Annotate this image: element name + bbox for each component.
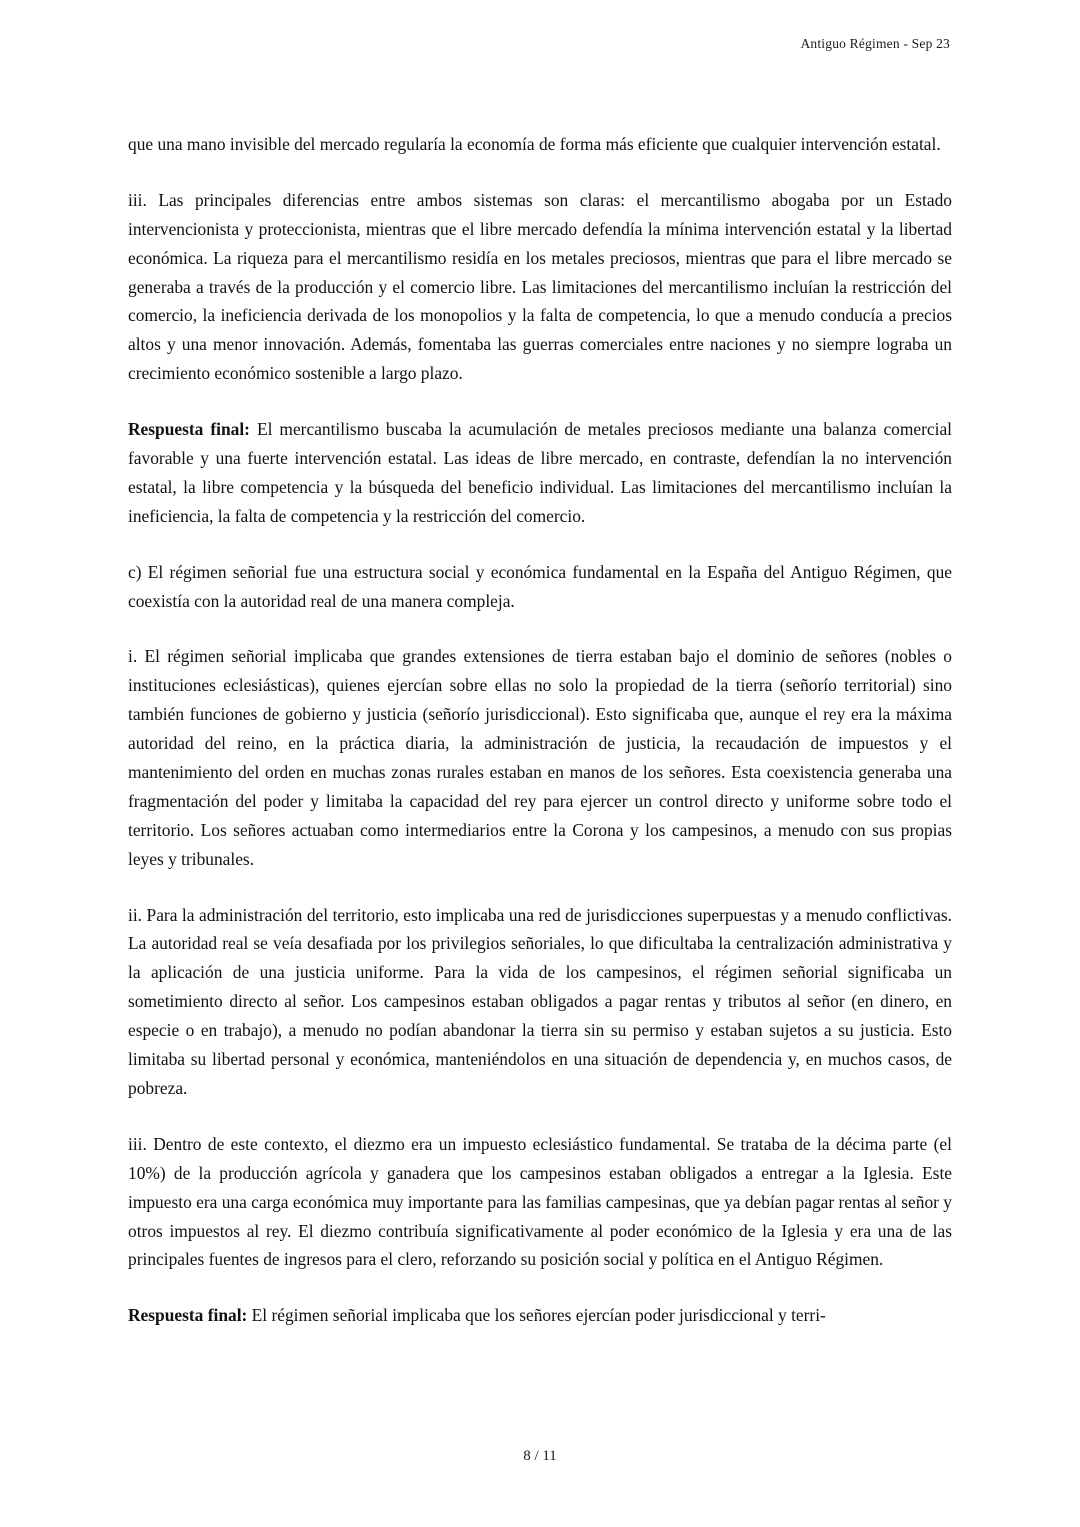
paragraph-text: ii. Para la administración del territorio, esto implicaba una red de jurisdicciones superpuestas y a menudo conflictivas. La autoridad real se veía desafiada por los privilegios señoriales, lo que dificultaba la centralización administrativa y la aplicación de una justicia uniforme. Para la vida de los campesinos, el régimen señorial significaba un sometimiento directo al señor. Los campesinos estaban obligados a pagar rentas y tributos al señor (en dinero, en especie o en trabajo), a menudo no podían abandonar la tierra sin su permiso y estaban sujetos a su justicia. Esto limitaba su libertad personal y económica, manteniéndolos en una situación de dependencia y, en muchos casos, de pobreza. xyxy=(128,904,952,1098)
paragraph-respuesta-final-2 xyxy=(128,1301,952,1330)
paragraph-lead: Respuesta final: xyxy=(128,1305,248,1326)
paragraph-c-regimen-senorial xyxy=(128,558,952,616)
paragraph-text: i. El régimen señorial implicaba que grandes extensiones de tierra estaban bajo el dominio de señores (nobles o instituciones eclesiásticas), quienes ejercían sobre ellas no solo la propiedad de la tierra (señorío territorial) sino también funciones de gobierno y justicia (señorío jurisdiccional). Esto significaba que, aunque el rey era la máxima autoridad del reino, en la práctica diaria, la administración de justicia, la recaudación de impuestos y el mantenimiento del orden en muchas zonas rurales estaban en manos de los señores. Esta coexistencia generaba una fragmentación del poder y limitaba la capacidad del rey para ejercer un control directo y uniforme sobre todo el territorio. Los señores actuaban como intermediarios entre la Corona y los campesinos, a menudo con sus propias leyes y tribunales. xyxy=(128,646,952,869)
document-body xyxy=(128,130,952,1330)
paragraph-text: El régimen señorial implicaba que los señores ejercían poder jurisdiccional y terri- xyxy=(247,1305,826,1326)
paragraph-text: iii. Las principales diferencias entre ambos sistemas son claras: el mercantilismo abogaba por un Estado intervencionista y proteccionista, mientras que el libre mercado defendía la mínima intervención estatal y la libertad económica. La riqueza para el mercantilismo residía en los metales preciosos, mientras que para el libre mercado se generaba a través de la producción y el comercio libre. Las limitaciones del mercantilismo incluían la restricción del comercio, la ineficiencia derivada de los monopolios y la falta de competencia, lo que a menudo conducía a precios altos y una menor innovación. Además, fomentaba las guerras comerciales entre naciones y no siempre lograba un crecimiento económico sostenible a largo plazo. xyxy=(128,189,952,384)
paragraph-respuesta-final-1 xyxy=(128,415,952,531)
paragraph-i-regimen-senorial xyxy=(128,642,952,873)
paragraph-iii-mercantilismo xyxy=(128,186,952,388)
paragraph-text: iii. Dentro de este contexto, el diezmo era un impuesto eclesiástico fundamental. Se trataba de la décima parte (el 10%) de la producción agrícola y ganadera que los campesinos estaban obligados a entregar a la Iglesia. Este impuesto era una carga económica muy importante para las familias campesinas, que ya debían pagar rentas al señor y otros impuestos al rey. El diezmo contribuía significativamente al poder económico de la Iglesia y era una de las principales fuentes de ingresos para el clero, reforzando su posición social y política en el Antiguo Régimen. xyxy=(128,1133,952,1270)
running-head: Antiguo Régimen - Sep 23 xyxy=(800,36,950,51)
paragraph-iii-diezmo xyxy=(128,1130,952,1274)
paragraph-ii-administracion xyxy=(128,901,952,1103)
paragraph-text: que una mano invisible del mercado regularía la economía de forma más eficiente que cualquier intervención estatal. xyxy=(128,134,941,154)
paragraph-continuation xyxy=(128,130,952,159)
paragraph-text: c) El régimen señorial fue una estructura social y económica fundamental en la España del Antiguo Régimen, que coexistía con la autoridad real de una manera compleja. xyxy=(128,561,952,611)
paragraph-text: El mercantilismo buscaba la acumulación de metales preciosos mediante una balanza comercial favorable y una fuerte intervención estatal. Las ideas de libre mercado, en contraste, defendían la no intervención estatal, la libre competencia y la búsqueda del beneficio individual. Las limitaciones del mercantilismo incluían la ineficiencia, la falta de competencia y la restricción del comercio. xyxy=(128,419,953,526)
page-number: 8 / 11 xyxy=(523,1448,557,1464)
paragraph-lead: Respuesta final: xyxy=(128,419,250,440)
